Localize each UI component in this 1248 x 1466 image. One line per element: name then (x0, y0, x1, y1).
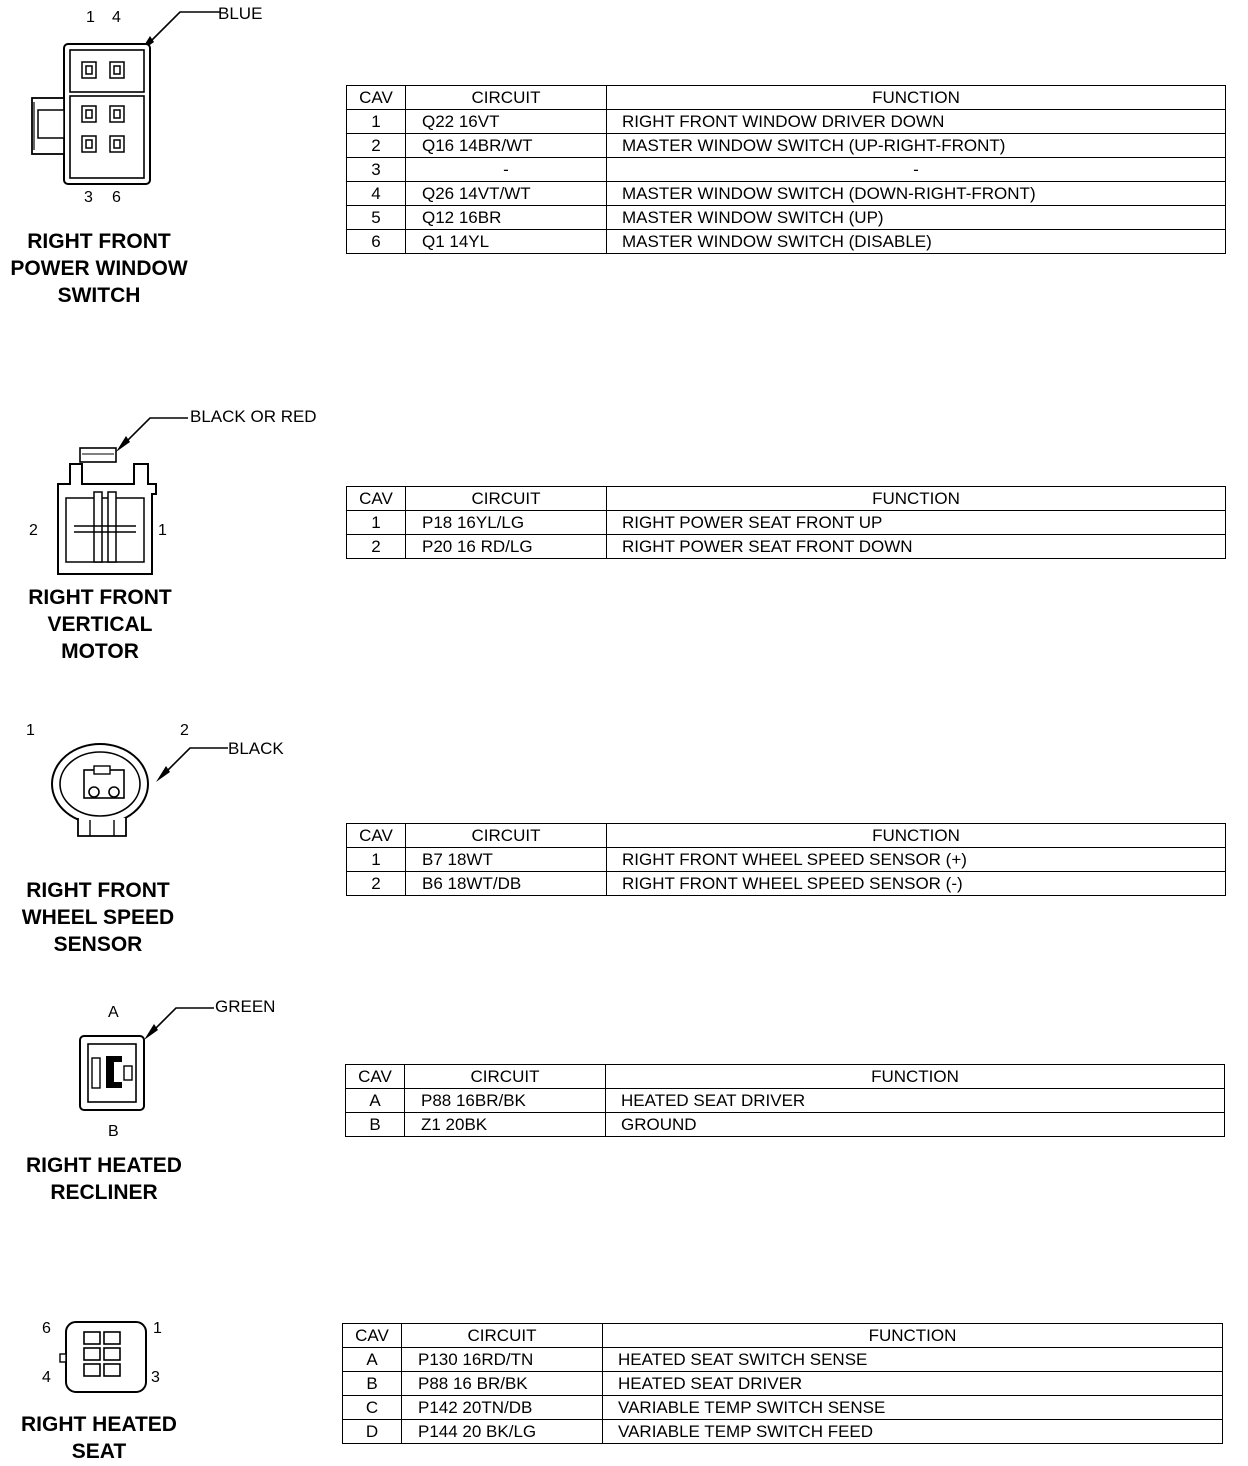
table-row (347, 134, 1226, 158)
cav-cell: 2 (347, 535, 406, 559)
function-cell: VARIABLE TEMP SWITCH FEED (603, 1420, 1223, 1444)
col-header-cav: CAV (347, 86, 406, 110)
connector-face-icon (20, 6, 220, 192)
col-header-circuit: CIRCUIT (406, 824, 607, 848)
cav-cell: A (343, 1348, 402, 1372)
title-line: RIGHT FRONT (26, 879, 170, 902)
table-row (347, 158, 1226, 182)
cav-cell: 4 (347, 182, 406, 206)
circuit-cell: Z1 20BK (405, 1113, 606, 1137)
title-line: SENSOR (53, 933, 143, 956)
cav-cell: 2 (347, 872, 406, 896)
table-row (347, 511, 1226, 535)
connector-color-label: BLACK (228, 739, 284, 758)
connector-color-label: GREEN (215, 997, 276, 1016)
table-header-row (347, 824, 1226, 848)
pin-label: 3 (84, 189, 93, 206)
connector-color-label: BLACK OR RED (190, 407, 317, 426)
col-header-cav: CAV (347, 487, 406, 511)
title-line: RIGHT HEATED (21, 1413, 177, 1436)
pinout-table (346, 85, 1226, 254)
table-row (343, 1348, 1223, 1372)
cav-cell: 5 (347, 206, 406, 230)
cav-cell: A (346, 1089, 405, 1113)
col-header-cav: CAV (346, 1065, 405, 1089)
connector-title (0, 877, 196, 958)
table-row (343, 1420, 1223, 1444)
table-row (347, 206, 1226, 230)
pin-label: 3 (151, 1369, 160, 1386)
connector-face-icon (44, 740, 230, 850)
circuit-cell: P130 16RD/TN (402, 1348, 603, 1372)
pin-label: 1 (86, 9, 95, 26)
title-line: RECLINER (50, 1181, 158, 1204)
cav-cell: B (346, 1113, 405, 1137)
function-cell: RIGHT FRONT WHEEL SPEED SENSOR (-) (607, 872, 1226, 896)
table-row (346, 1089, 1225, 1113)
pinout-table (346, 486, 1226, 559)
circuit-cell: B7 18WT (406, 848, 607, 872)
circuit-cell: P20 16 RD/LG (406, 535, 607, 559)
cav-cell: D (343, 1420, 402, 1444)
col-header-function: FUNCTION (607, 824, 1226, 848)
table-row (346, 1113, 1225, 1137)
table-row (347, 535, 1226, 559)
connector-color-label: BLUE (218, 4, 263, 23)
circuit-cell: Q22 16VT (406, 110, 607, 134)
circuit-cell: B6 18WT/DB (406, 872, 607, 896)
connector-title (0, 1411, 198, 1465)
table-row (347, 848, 1226, 872)
connector-title (0, 584, 200, 665)
table-row (347, 110, 1226, 134)
circuit-cell: P144 20 BK/LG (402, 1420, 603, 1444)
connector-face-icon (40, 410, 190, 580)
pin-label: 6 (112, 189, 121, 206)
function-cell: MASTER WINDOW SWITCH (UP-RIGHT-FRONT) (607, 134, 1226, 158)
pinout-table (342, 1323, 1223, 1444)
function-cell: - (607, 158, 1226, 182)
pin-label: 4 (112, 9, 121, 26)
col-header-circuit: CIRCUIT (402, 1324, 603, 1348)
table-row (347, 230, 1226, 254)
pin-label: 2 (29, 522, 38, 539)
title-line: RIGHT FRONT (28, 586, 172, 609)
col-header-cav: CAV (343, 1324, 402, 1348)
connector-face-icon (70, 1000, 216, 1124)
function-cell: HEATED SEAT DRIVER (606, 1089, 1225, 1113)
col-header-circuit: CIRCUIT (405, 1065, 606, 1089)
function-cell: RIGHT FRONT WHEEL SPEED SENSOR (+) (607, 848, 1226, 872)
circuit-cell: Q1 14YL (406, 230, 607, 254)
function-cell: MASTER WINDOW SWITCH (DOWN-RIGHT-FRONT) (607, 182, 1226, 206)
circuit-cell: Q16 14BR/WT (406, 134, 607, 158)
function-cell: VARIABLE TEMP SWITCH SENSE (603, 1396, 1223, 1420)
title-line: SWITCH (57, 284, 141, 307)
col-header-function: FUNCTION (603, 1324, 1223, 1348)
connector-title (0, 228, 198, 309)
table-row (347, 872, 1226, 896)
function-cell: MASTER WINDOW SWITCH (UP) (607, 206, 1226, 230)
cav-cell: 1 (347, 848, 406, 872)
connector-title (0, 1152, 208, 1206)
pin-label: A (108, 1004, 119, 1021)
cav-cell: B (343, 1372, 402, 1396)
pinout-table (346, 823, 1226, 896)
table-row (343, 1372, 1223, 1396)
circuit-cell: Q12 16BR (406, 206, 607, 230)
pin-label: 4 (42, 1369, 51, 1386)
circuit-cell: Q26 14VT/WT (406, 182, 607, 206)
col-header-cav: CAV (347, 824, 406, 848)
circuit-cell: P88 16BR/BK (405, 1089, 606, 1113)
circuit-cell: - (406, 158, 607, 182)
function-cell: HEATED SEAT DRIVER (603, 1372, 1223, 1396)
circuit-cell: P88 16 BR/BK (402, 1372, 603, 1396)
title-line: POWER WINDOW (10, 257, 188, 280)
col-header-function: FUNCTION (607, 86, 1226, 110)
title-line: SEAT (71, 1440, 127, 1463)
circuit-cell: P18 16YL/LG (406, 511, 607, 535)
title-line: WHEEL SPEED (21, 906, 175, 929)
title-line: MOTOR (61, 640, 139, 663)
pin-label: 1 (26, 722, 35, 739)
pin-label: 6 (42, 1320, 51, 1337)
table-header-row (347, 86, 1226, 110)
col-header-circuit: CIRCUIT (406, 86, 607, 110)
cav-cell: 3 (347, 158, 406, 182)
pinout-table (345, 1064, 1225, 1137)
pin-label: 2 (180, 722, 189, 739)
cav-cell: 6 (347, 230, 406, 254)
col-header-circuit: CIRCUIT (406, 487, 607, 511)
table-header-row (347, 487, 1226, 511)
pin-label: 1 (153, 1320, 162, 1337)
table-row (347, 182, 1226, 206)
function-cell: RIGHT POWER SEAT FRONT UP (607, 511, 1226, 535)
function-cell: RIGHT POWER SEAT FRONT DOWN (607, 535, 1226, 559)
pin-label: 1 (158, 522, 167, 539)
connector-face-icon (56, 1318, 156, 1398)
title-line: RIGHT FRONT (27, 230, 171, 253)
function-cell: GROUND (606, 1113, 1225, 1137)
cav-cell: 1 (347, 110, 406, 134)
table-header-row (343, 1324, 1223, 1348)
table-row (343, 1396, 1223, 1420)
title-line: RIGHT HEATED (26, 1154, 182, 1177)
cav-cell: C (343, 1396, 402, 1420)
cav-cell: 1 (347, 511, 406, 535)
title-line: VERTICAL (47, 613, 153, 636)
pin-label: B (108, 1123, 119, 1140)
function-cell: MASTER WINDOW SWITCH (DISABLE) (607, 230, 1226, 254)
function-cell: HEATED SEAT SWITCH SENSE (603, 1348, 1223, 1372)
cav-cell: 2 (347, 134, 406, 158)
table-header-row (346, 1065, 1225, 1089)
col-header-function: FUNCTION (607, 487, 1226, 511)
col-header-function: FUNCTION (606, 1065, 1225, 1089)
circuit-cell: P142 20TN/DB (402, 1396, 603, 1420)
function-cell: RIGHT FRONT WINDOW DRIVER DOWN (607, 110, 1226, 134)
